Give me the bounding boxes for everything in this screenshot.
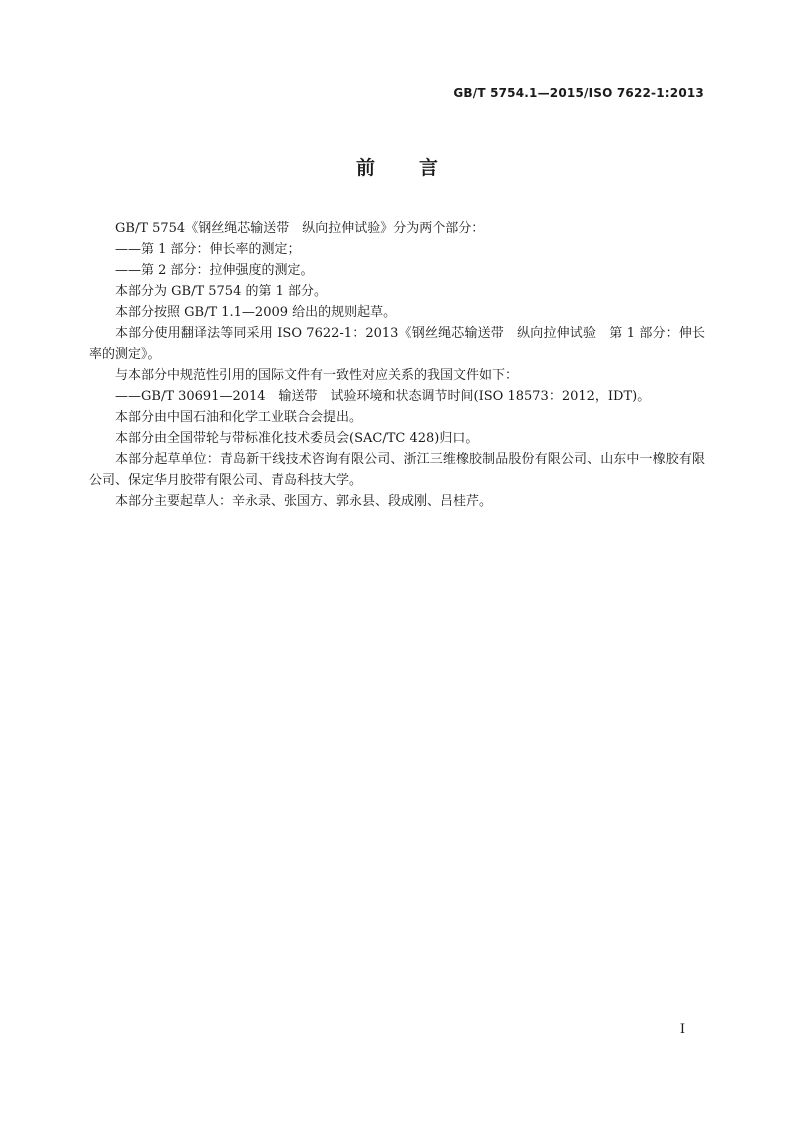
paragraph-normative-refs-intro: 与本部分中规范性引用的国际文件有一致性对应关系的我国文件如下：: [115, 368, 519, 383]
paragraph-series-intro: GB/T 5754《钢丝绳芯输送带 纵向拉伸试验》分为两个部分：: [115, 221, 485, 236]
preface-body: [89, 218, 705, 512]
title-char-2: 言: [419, 157, 439, 179]
title-char-1: 前: [355, 157, 375, 179]
page-number: I: [679, 1022, 685, 1037]
paragraph-drafting-rules: 本部分按照 GB/T 1.1—2009 给出的规则起草。: [115, 305, 397, 320]
paragraph-this-part: 本部分为 GB/T 5754 的第 1 部分。: [115, 284, 328, 299]
paragraph-part-2: ——第 2 部分：拉伸强度的测定。: [115, 263, 314, 278]
paragraph-drafters: 本部分主要起草人：辛永录、张国方、郭永县、段成刚、吕桂芹。: [115, 494, 493, 509]
page-title: [0, 153, 794, 180]
paragraph-centralized-by: 本部分由全国带轮与带标准化技术委员会(SAC/TC 428)归口。: [115, 431, 479, 446]
paragraph-part-1: ——第 1 部分：伸长率的测定；: [115, 242, 301, 257]
standard-code-header: GB/T 5754.1—2015/ISO 7622-1:2013: [453, 86, 704, 100]
paragraph-normative-ref-item: ——GB/T 30691—2014 输送带 试验环境和状态调节时间(ISO 18573：2012，IDT)。: [115, 389, 651, 404]
paragraph-proposed-by: 本部分由中国石油和化学工业联合会提出。: [115, 410, 363, 425]
paragraph-translation-adoption: 本部分使用翻译法等同采用 ISO 7622-1：2013《钢丝绳芯输送带 纵向拉伸试验 第 1 部分：伸长率的测定》。: [89, 326, 705, 362]
paragraph-drafting-units: 本部分起草单位：青岛新干线技术咨询有限公司、浙江三维橡胶制品股份有限公司、山东中一橡胶有限公司、保定华月胶带有限公司、青岛科技大学。: [89, 452, 705, 488]
